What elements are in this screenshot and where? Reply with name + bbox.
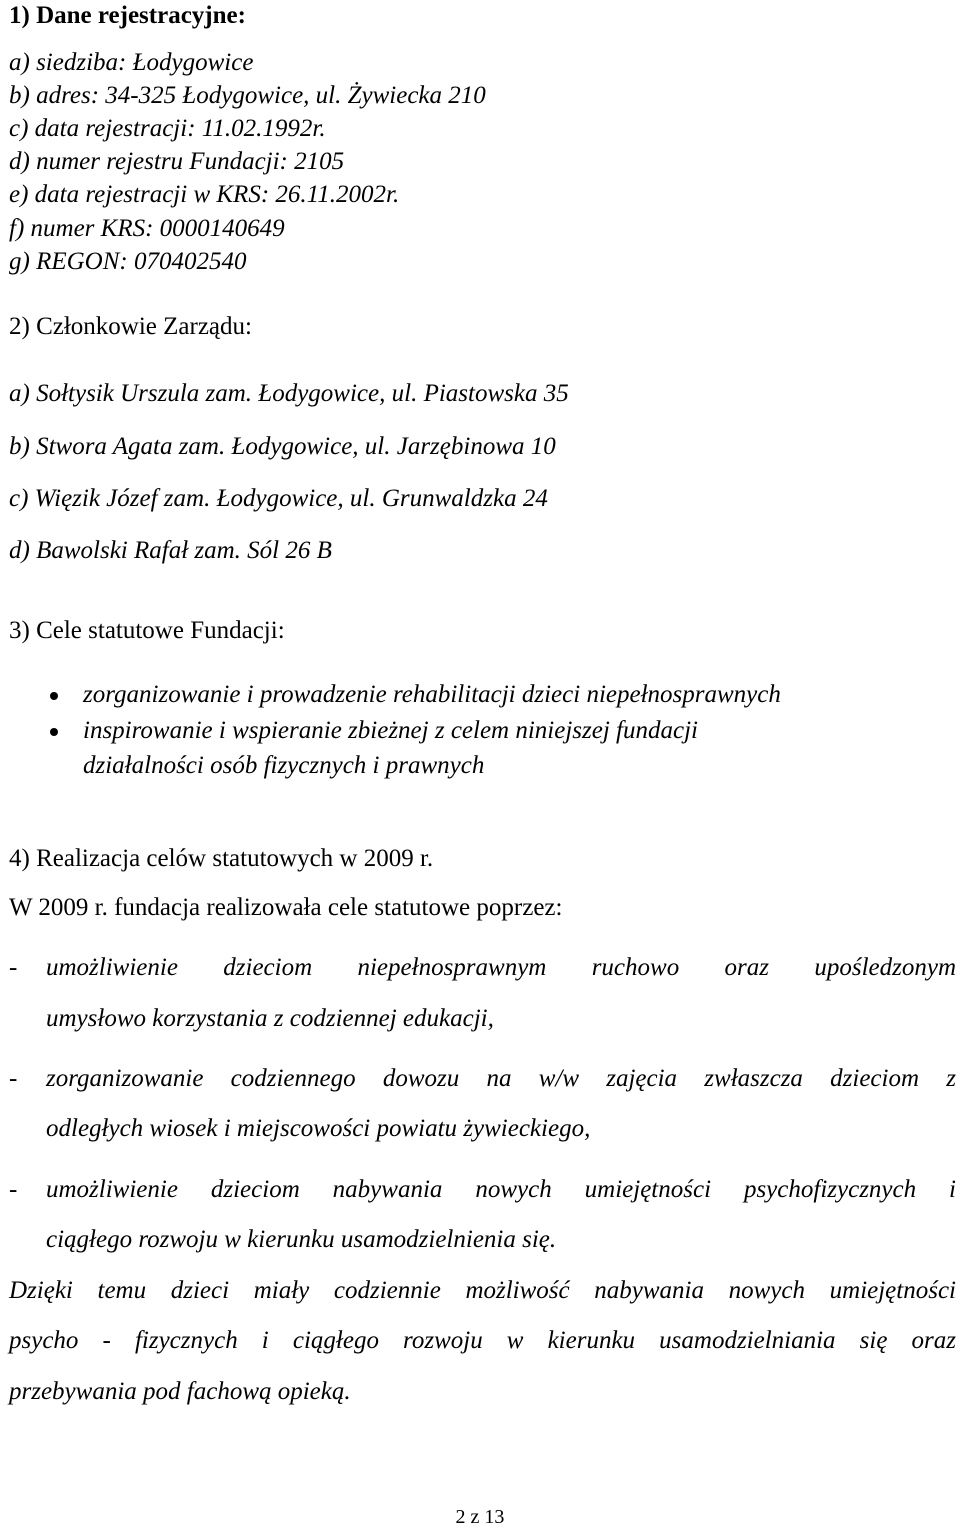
board-member: d) Bawolski Rafał zam. Sól 26 B bbox=[9, 537, 332, 564]
realization-point-line: umożliwienie dzieciom niepełnosprawnym ruchowo oraz upośledzonym bbox=[46, 954, 956, 981]
page-number: 2 z 13 bbox=[455, 1506, 505, 1528]
realization-point-line: ciągłego rozwoju w kierunku usamodzielnienia się. bbox=[46, 1226, 557, 1253]
section-heading-board: 2) Członkowie Zarządu: bbox=[9, 313, 252, 340]
bullet-icon bbox=[50, 728, 58, 736]
statutory-goal: zorganizowanie i prowadzenie rehabilitacji dzieci niepełnosprawnych bbox=[83, 681, 781, 708]
section-heading-goals: 3) Cele statutowe Fundacji: bbox=[9, 617, 285, 644]
statutory-goal: inspirowanie i wspieranie zbieżnej z celem niniejszej fundacji bbox=[83, 717, 698, 744]
conclusion-line: Dzięki temu dzieci miały codziennie możliwość nabywania nowych umiejętności bbox=[9, 1277, 956, 1304]
section-heading-realization: 4) Realizacja celów statutowych w 2009 r. bbox=[9, 845, 434, 872]
dash-marker: - bbox=[9, 954, 18, 981]
registration-item: f) numer KRS: 0000140649 bbox=[9, 215, 285, 242]
registration-item: e) data rejestracji w KRS: 26.11.2002r. bbox=[9, 181, 400, 208]
board-member: a) Sołtysik Urszula zam. Łodygowice, ul. Piastowska 35 bbox=[9, 380, 569, 407]
realization-point-line: zorganizowanie codziennego dowozu na w/w zajęcia zwłaszcza dzieciom z bbox=[46, 1065, 956, 1092]
realization-point-line: umożliwienie dzieciom nabywania nowych umiejętności psychofizycznych i bbox=[46, 1176, 956, 1203]
realization-point-line: odległych wiosek i miejscowości powiatu żywieckiego, bbox=[46, 1115, 591, 1142]
dash-marker: - bbox=[9, 1065, 18, 1092]
bullet-icon bbox=[50, 692, 58, 700]
section-heading-registration: 1) Dane rejestracyjne: bbox=[9, 2, 246, 29]
realization-intro: W 2009 r. fundacja realizowała cele statutowe poprzez: bbox=[9, 894, 563, 921]
board-member: b) Stwora Agata zam. Łodygowice, ul. Jarzębinowa 10 bbox=[9, 433, 556, 460]
registration-item: c) data rejestracji: 11.02.1992r. bbox=[9, 115, 326, 142]
board-member: c) Więzik Józef zam. Łodygowice, ul. Grunwaldzka 24 bbox=[9, 485, 548, 512]
registration-item: d) numer rejestru Fundacji: 2105 bbox=[9, 148, 345, 175]
registration-item: a) siedziba: Łodygowice bbox=[9, 49, 254, 76]
conclusion-line: przebywania pod fachową opieką. bbox=[9, 1378, 351, 1405]
statutory-goal-continued: działalności osób fizycznych i prawnych bbox=[83, 752, 485, 779]
conclusion-line: psycho - fizycznych i ciągłego rozwoju w kierunku usamodzielniania się oraz bbox=[9, 1327, 956, 1354]
dash-marker: - bbox=[9, 1176, 18, 1203]
registration-item: b) adres: 34-325 Łodygowice, ul. Żywiecka 210 bbox=[9, 82, 486, 109]
registration-item: g) REGON: 070402540 bbox=[9, 248, 247, 275]
realization-point-line: umysłowo korzystania z codziennej edukacji, bbox=[46, 1005, 494, 1032]
